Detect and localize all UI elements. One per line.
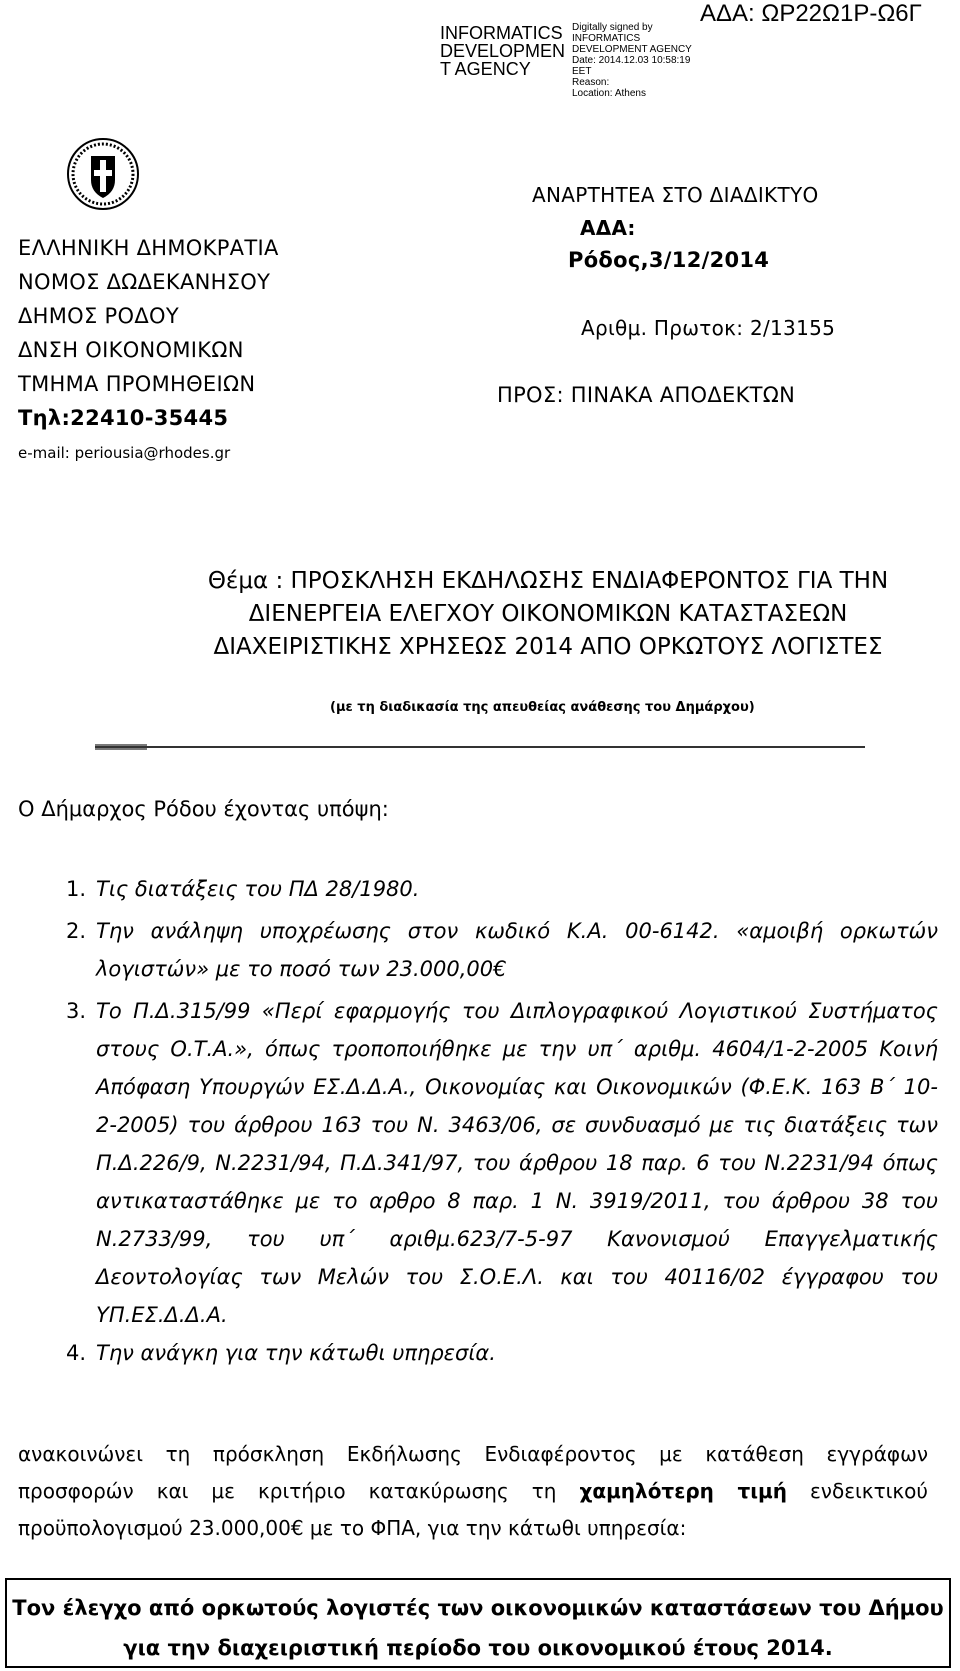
header-department: ΤΜΗΜΑ ΠΡΟΜΗΘΕΙΩΝ [18,372,256,396]
list-item-text: Τις διατάξεις του ΠΔ 28/1980. [96,877,420,901]
list-item-text: Την ανάληψη υποχρέωσης στον κωδικό Κ.Α. 00-6142. «αμοιβή ορκωτών λογιστών» με το ποσό των 23.000,00€ [96,919,938,981]
greek-emblem-icon [64,136,142,212]
subject-note: (με τη διαδικασία της απευθείας ανάθεσης του Δημάρχου) [330,700,755,715]
list-item [66,992,938,1334]
closing-text-part2: ενδεικτικού προϋπολογισμού 23.000,00€ με το ΦΠΑ, για την κάτωθι υπηρεσία: [18,1479,928,1540]
service-box [5,1578,951,1668]
list-item-text: Την ανάγκη για την κάτωθι υπηρεσία. [96,1341,496,1365]
header-municipality: ΔΗΜΟΣ ΡΟΔΟΥ [18,304,179,328]
divider [95,735,865,742]
header-directorate: ΔΝΣΗ ΟΙΚΟΝΟΜΙΚΩΝ [18,338,244,362]
header-prefecture: ΝΟΜΟΣ ΔΩΔΕΚΑΝΗΣΟΥ [18,270,271,294]
list-item-text: Το Π.Δ.315/99 «Περί εφαρμογής του Διπλογραφικού Λογιστικού Συστήματος στους Ο.Τ.Α.», όπως τροποποιήθηκε με την υπ΄ αριθμ. 4604/1-2-2005 Κοινή Απόφαση Υπουργών ΕΣ.Δ.Δ.Α., Οικονομίας και Οικονομικών (Φ.Ε.Κ. 163 Β΄ 10-2-2005) του άρθρου 163 του Ν. 3463/06, σε συνδυασμό με τις διατάξεις των Π.Δ.226/9, Ν.2231/94, Π.Δ.341/97, του άρθρου 18 παρ. 6 του Ν.2231/94 όπως αντικαταστάθηκε με το αρθρο 8 παρ. 1 Ν. 3919/2011, του άρθρου 38 του Ν.2733/99, του υπ΄ αριθμ.623/7-5-97 Κανονισμού Επαγγελματικής Δεοντολογίας των Μελών του Σ.Ο.Ε.Λ. και του 40116/02 έγγραφου του ΥΠ.ΕΣ.Δ.Δ.Α. [96,999,938,1327]
signature-signer-name: INFORMATICS DEVELOPMEN T AGENCY [440,23,566,79]
place-date: Ρόδος,3/12/2014 [568,248,770,272]
closing-text-part1: ανακοινώνει τη πρόσκληση Εκδήλωσης Ενδιαφέροντος με κατάθεση εγγράφων προσφορών και με κριτήριο κατακύρωσης τη [18,1442,928,1503]
header-phone: Τηλ:22410-35445 [18,406,229,430]
protocol-number: Αριθμ. Πρωτοκ: 2/13155 [581,316,836,340]
list-item [66,912,938,988]
list-item [66,1334,938,1372]
signature-details: Digitally signed by INFORMATICS DEVELOPMENT AGENCY Date: 2014.12.03 10:58:19 EET Reason: Location: Athens [572,22,692,99]
header-country: ΕΛΛΗΝΙΚΗ ΔΗΜΟΚΡΑΤΙΑ [18,236,279,260]
list-item-number: 4. [66,1341,87,1365]
publish-note: ΑΝΑΡΤΗΤΕΑ ΣΤΟ ΔΙΑΔΙΚΤΥΟ [532,183,819,207]
intro-text: Ο Δήμαρχος Ρόδου έχοντας υπόψη: [18,797,389,821]
list-item-number: 2. [66,919,87,943]
considerations-list [66,870,938,1372]
list-item [66,870,938,908]
closing-emphasis: χαμηλότερη τιμή [579,1479,787,1503]
closing-paragraph [18,1436,928,1547]
service-description: Τον έλεγχο από ορκωτούς λογιστές των οικονομικών καταστάσεων του Δήμου για την διαχειριστική περίοδο του οικονομικού έτους 2014. [12,1596,944,1660]
recipient: ΠΡΟΣ: ΠΙΝΑΚΑ ΑΠΟΔΕΚΤΩΝ [497,383,796,407]
header-email: e-mail: periousia@rhodes.gr [18,444,231,462]
ada-code-top: ΑΔΑ: ΩΡ22Ω1Ρ-Ω6Γ [700,0,922,27]
ada-label: ΑΔΑ: [580,216,636,240]
list-item-number: 3. [66,999,87,1023]
subject: Θέμα : ΠΡΟΣΚΛΗΣΗ ΕΚΔΗΛΩΣΗΣ ΕΝΔΙΑΦΕΡΟΝΤΟΣ ΓΙΑ ΤΗΝ ΔΙΕΝΕΡΓΕΙΑ ΕΛΕΓΧΟΥ ΟΙΚΟΝΟΜΙΚΩΝ ΚΑΤΑΣΤΑΣΕΩΝ ΔΙΑΧΕΙΡΙΣΤΙΚΗΣ ΧΡΗΣΕΩΣ 2014 ΑΠΟ ΟΡΚΩΤΟΥΣ ΛΟΓΙΣΤΕΣ [207,568,889,660]
list-item-number: 1. [66,877,87,901]
